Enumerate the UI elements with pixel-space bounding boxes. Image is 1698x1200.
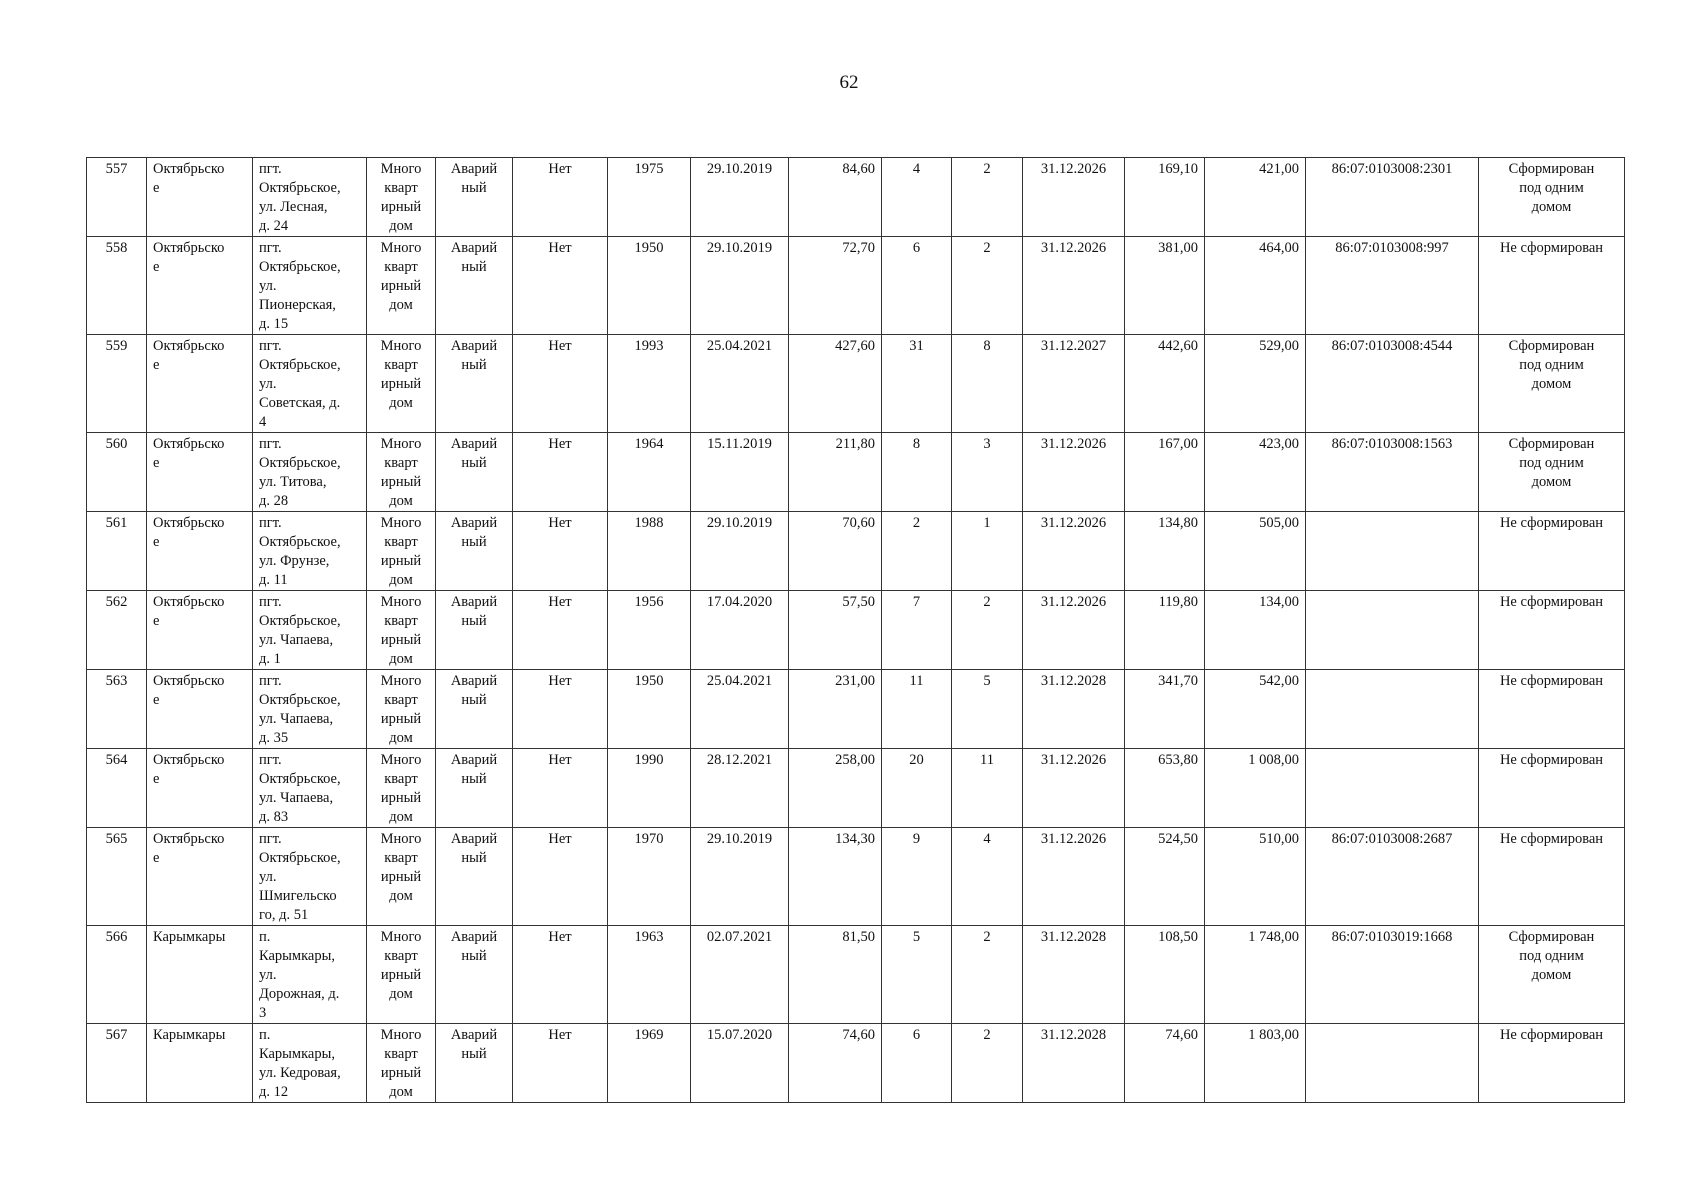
- cell-area: 70,60: [789, 512, 882, 591]
- cell-residents: 6: [882, 1024, 952, 1103]
- cell-address: п. Карымкары, ул. Кедровая, д. 12: [253, 1024, 367, 1103]
- cell-flag: Нет: [513, 591, 608, 670]
- cell-cadastral-number: [1306, 1024, 1479, 1103]
- cell-year: 1950: [608, 670, 691, 749]
- cell-deadline: 31.12.2028: [1023, 670, 1125, 749]
- cell-status: Аварий ный: [436, 237, 513, 335]
- cell-plot-status: Не сформирован: [1479, 749, 1625, 828]
- table-row: [87, 237, 1625, 335]
- cell-status: Аварий ный: [436, 591, 513, 670]
- table-row: [87, 158, 1625, 237]
- table-row: [87, 926, 1625, 1024]
- cell-residents: 8: [882, 433, 952, 512]
- cell-plot-status: Не сформирован: [1479, 591, 1625, 670]
- cell-deadline: 31.12.2026: [1023, 828, 1125, 926]
- cell-area-total: 524,50: [1125, 828, 1205, 926]
- cell-deadline: 31.12.2026: [1023, 512, 1125, 591]
- cell-year: 1950: [608, 237, 691, 335]
- cell-status: Аварий ный: [436, 670, 513, 749]
- cell-settlement: Октябрьско е: [147, 591, 253, 670]
- cell-date: 28.12.2021: [691, 749, 789, 828]
- cell-status: Аварий ный: [436, 158, 513, 237]
- cell-deadline: 31.12.2027: [1023, 335, 1125, 433]
- cell-flag: Нет: [513, 1024, 608, 1103]
- cell-deadline: 31.12.2028: [1023, 1024, 1125, 1103]
- cell-flag: Нет: [513, 926, 608, 1024]
- cell-number: 557: [87, 158, 147, 237]
- cell-area-total: 442,60: [1125, 335, 1205, 433]
- cell-number: 564: [87, 749, 147, 828]
- cell-date: 29.10.2019: [691, 158, 789, 237]
- cell-year: 1975: [608, 158, 691, 237]
- cell-number: 563: [87, 670, 147, 749]
- cell-rooms: 2: [952, 158, 1023, 237]
- cell-area: 231,00: [789, 670, 882, 749]
- cell-land-area: 464,00: [1205, 237, 1306, 335]
- cell-plot-status: Не сформирован: [1479, 1024, 1625, 1103]
- cell-number: 559: [87, 335, 147, 433]
- table-row: [87, 591, 1625, 670]
- cell-area: 74,60: [789, 1024, 882, 1103]
- cell-address: пгт. Октябрьское, ул. Советская, д. 4: [253, 335, 367, 433]
- cell-building-type: Много кварт ирный дом: [367, 237, 436, 335]
- cell-building-type: Много кварт ирный дом: [367, 670, 436, 749]
- cell-cadastral-number: 86:07:0103008:1563: [1306, 433, 1479, 512]
- cell-settlement: Октябрьско е: [147, 335, 253, 433]
- cell-rooms: 4: [952, 828, 1023, 926]
- cell-flag: Нет: [513, 237, 608, 335]
- cell-area-total: 74,60: [1125, 1024, 1205, 1103]
- cell-settlement: Октябрьско е: [147, 433, 253, 512]
- cell-area: 258,00: [789, 749, 882, 828]
- cell-date: 29.10.2019: [691, 237, 789, 335]
- cell-number: 567: [87, 1024, 147, 1103]
- cell-date: 25.04.2021: [691, 670, 789, 749]
- cell-status: Аварий ный: [436, 926, 513, 1024]
- cell-address: пгт. Октябрьское, ул. Лесная, д. 24: [253, 158, 367, 237]
- cell-status: Аварий ный: [436, 1024, 513, 1103]
- cell-plot-status: Сформирован под одним домом: [1479, 158, 1625, 237]
- cell-year: 1990: [608, 749, 691, 828]
- cell-settlement: Октябрьско е: [147, 237, 253, 335]
- cell-cadastral-number: [1306, 591, 1479, 670]
- cell-land-area: 1 803,00: [1205, 1024, 1306, 1103]
- cell-land-area: 1 008,00: [1205, 749, 1306, 828]
- cell-year: 1993: [608, 335, 691, 433]
- cell-cadastral-number: 86:07:0103008:4544: [1306, 335, 1479, 433]
- cell-residents: 4: [882, 158, 952, 237]
- cell-flag: Нет: [513, 433, 608, 512]
- cell-number: 561: [87, 512, 147, 591]
- cell-deadline: 31.12.2026: [1023, 433, 1125, 512]
- table-row: [87, 433, 1625, 512]
- cell-date: 15.07.2020: [691, 1024, 789, 1103]
- cell-area-total: 167,00: [1125, 433, 1205, 512]
- cell-residents: 11: [882, 670, 952, 749]
- cell-date: 29.10.2019: [691, 828, 789, 926]
- cell-date: 17.04.2020: [691, 591, 789, 670]
- cell-settlement: Октябрьско е: [147, 749, 253, 828]
- cell-address: пгт. Октябрьское, ул. Шмигельско го, д. 51: [253, 828, 367, 926]
- cell-area-total: 381,00: [1125, 237, 1205, 335]
- cell-address: пгт. Октябрьское, ул. Пионерская, д. 15: [253, 237, 367, 335]
- cell-area-total: 134,80: [1125, 512, 1205, 591]
- page-number: 62: [839, 72, 859, 93]
- cell-number: 565: [87, 828, 147, 926]
- cell-area: 84,60: [789, 158, 882, 237]
- cell-flag: Нет: [513, 335, 608, 433]
- cell-residents: 31: [882, 335, 952, 433]
- cell-number: 562: [87, 591, 147, 670]
- cell-settlement: Октябрьско е: [147, 158, 253, 237]
- cell-residents: 6: [882, 237, 952, 335]
- cell-residents: 7: [882, 591, 952, 670]
- cell-year: 1964: [608, 433, 691, 512]
- cell-rooms: 1: [952, 512, 1023, 591]
- cell-building-type: Много кварт ирный дом: [367, 433, 436, 512]
- cell-plot-status: Сформирован под одним домом: [1479, 433, 1625, 512]
- cell-address: пгт. Октябрьское, ул. Фрунзе, д. 11: [253, 512, 367, 591]
- cell-address: пгт. Октябрьское, ул. Чапаева, д. 35: [253, 670, 367, 749]
- cell-rooms: 2: [952, 237, 1023, 335]
- cell-settlement: Октябрьско е: [147, 828, 253, 926]
- cell-cadastral-number: 86:07:0103008:2301: [1306, 158, 1479, 237]
- cell-residents: 9: [882, 828, 952, 926]
- cell-land-area: 1 748,00: [1205, 926, 1306, 1024]
- cell-date: 29.10.2019: [691, 512, 789, 591]
- cell-land-area: 529,00: [1205, 335, 1306, 433]
- cell-cadastral-number: [1306, 512, 1479, 591]
- table-row: [87, 1024, 1625, 1103]
- cell-deadline: 31.12.2026: [1023, 158, 1125, 237]
- cell-status: Аварий ный: [436, 335, 513, 433]
- cell-building-type: Много кварт ирный дом: [367, 926, 436, 1024]
- cell-address: пгт. Октябрьское, ул. Чапаева, д. 1: [253, 591, 367, 670]
- cell-number: 566: [87, 926, 147, 1024]
- cell-status: Аварий ный: [436, 433, 513, 512]
- cell-settlement: Октябрьско е: [147, 670, 253, 749]
- cell-date: 15.11.2019: [691, 433, 789, 512]
- cell-plot-status: Не сформирован: [1479, 237, 1625, 335]
- cell-land-area: 505,00: [1205, 512, 1306, 591]
- cell-flag: Нет: [513, 512, 608, 591]
- cell-plot-status: Не сформирован: [1479, 828, 1625, 926]
- cell-address: п. Карымкары, ул. Дорожная, д. 3: [253, 926, 367, 1024]
- cell-settlement: Октябрьско е: [147, 512, 253, 591]
- cell-rooms: 2: [952, 591, 1023, 670]
- cell-deadline: 31.12.2026: [1023, 749, 1125, 828]
- cell-status: Аварий ный: [436, 512, 513, 591]
- cell-settlement: Карымкары: [147, 926, 253, 1024]
- cell-building-type: Много кварт ирный дом: [367, 1024, 436, 1103]
- cell-area-total: 341,70: [1125, 670, 1205, 749]
- cell-address: пгт. Октябрьское, ул. Чапаева, д. 83: [253, 749, 367, 828]
- cell-deadline: 31.12.2026: [1023, 591, 1125, 670]
- cell-settlement: Карымкары: [147, 1024, 253, 1103]
- cell-area: 72,70: [789, 237, 882, 335]
- table-row: [87, 670, 1625, 749]
- cell-land-area: 510,00: [1205, 828, 1306, 926]
- cell-year: 1988: [608, 512, 691, 591]
- table-row: [87, 749, 1625, 828]
- cell-date: 25.04.2021: [691, 335, 789, 433]
- cell-cadastral-number: [1306, 749, 1479, 828]
- cell-area: 134,30: [789, 828, 882, 926]
- table-row: [87, 335, 1625, 433]
- cell-building-type: Много кварт ирный дом: [367, 749, 436, 828]
- cell-flag: Нет: [513, 828, 608, 926]
- cell-year: 1969: [608, 1024, 691, 1103]
- cell-plot-status: Не сформирован: [1479, 670, 1625, 749]
- cell-deadline: 31.12.2028: [1023, 926, 1125, 1024]
- cell-residents: 5: [882, 926, 952, 1024]
- cell-rooms: 11: [952, 749, 1023, 828]
- cell-date: 02.07.2021: [691, 926, 789, 1024]
- cell-flag: Нет: [513, 670, 608, 749]
- cell-plot-status: Сформирован под одним домом: [1479, 335, 1625, 433]
- cell-rooms: 5: [952, 670, 1023, 749]
- cell-address: пгт. Октябрьское, ул. Титова, д. 28: [253, 433, 367, 512]
- cell-land-area: 423,00: [1205, 433, 1306, 512]
- cell-deadline: 31.12.2026: [1023, 237, 1125, 335]
- cell-area-total: 108,50: [1125, 926, 1205, 1024]
- cell-rooms: 8: [952, 335, 1023, 433]
- cell-flag: Нет: [513, 749, 608, 828]
- cell-status: Аварий ный: [436, 828, 513, 926]
- cell-building-type: Много кварт ирный дом: [367, 591, 436, 670]
- cell-land-area: 542,00: [1205, 670, 1306, 749]
- cell-cadastral-number: 86:07:0103008:997: [1306, 237, 1479, 335]
- cell-building-type: Много кварт ирный дом: [367, 335, 436, 433]
- table-row: [87, 512, 1625, 591]
- cell-area: 427,60: [789, 335, 882, 433]
- cell-land-area: 134,00: [1205, 591, 1306, 670]
- cell-building-type: Много кварт ирный дом: [367, 828, 436, 926]
- cell-area: 57,50: [789, 591, 882, 670]
- cell-plot-status: Не сформирован: [1479, 512, 1625, 591]
- housing-registry-table: [86, 157, 1625, 1103]
- cell-number: 560: [87, 433, 147, 512]
- cell-building-type: Много кварт ирный дом: [367, 158, 436, 237]
- cell-rooms: 3: [952, 433, 1023, 512]
- cell-area-total: 169,10: [1125, 158, 1205, 237]
- cell-plot-status: Сформирован под одним домом: [1479, 926, 1625, 1024]
- cell-rooms: 2: [952, 1024, 1023, 1103]
- cell-building-type: Много кварт ирный дом: [367, 512, 436, 591]
- cell-status: Аварий ный: [436, 749, 513, 828]
- cell-area-total: 653,80: [1125, 749, 1205, 828]
- table-row: [87, 828, 1625, 926]
- cell-year: 1956: [608, 591, 691, 670]
- cell-area-total: 119,80: [1125, 591, 1205, 670]
- cell-number: 558: [87, 237, 147, 335]
- cell-residents: 2: [882, 512, 952, 591]
- cell-year: 1970: [608, 828, 691, 926]
- cell-area: 81,50: [789, 926, 882, 1024]
- cell-cadastral-number: 86:07:0103019:1668: [1306, 926, 1479, 1024]
- cell-area: 211,80: [789, 433, 882, 512]
- cell-land-area: 421,00: [1205, 158, 1306, 237]
- cell-flag: Нет: [513, 158, 608, 237]
- cell-year: 1963: [608, 926, 691, 1024]
- cell-residents: 20: [882, 749, 952, 828]
- cell-cadastral-number: [1306, 670, 1479, 749]
- cell-rooms: 2: [952, 926, 1023, 1024]
- cell-cadastral-number: 86:07:0103008:2687: [1306, 828, 1479, 926]
